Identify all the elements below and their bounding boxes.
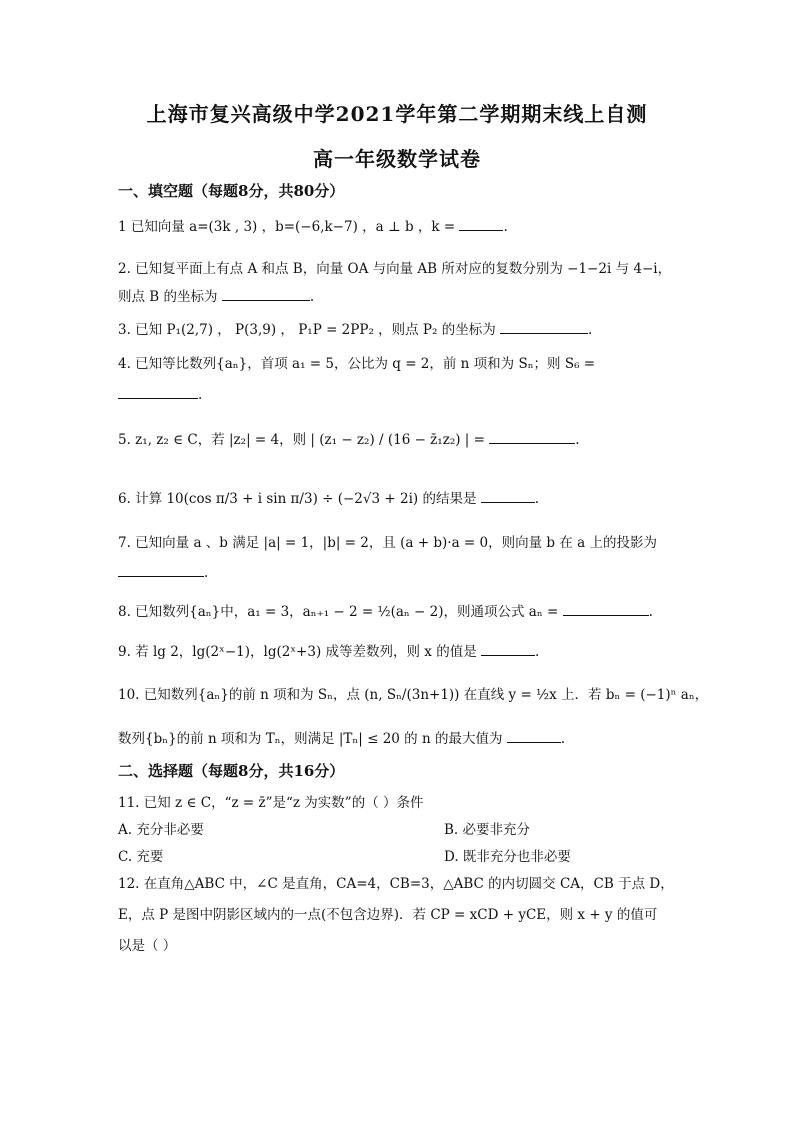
question-2-text-b: 则点 B 的坐标为 [118,289,218,305]
answer-blank [489,429,575,444]
question-7-cont: . [118,562,208,581]
question-11-text: 11. 已知 z ∈ C，“z = z̄”是“z 为实数”的（ ）条件 [118,795,424,811]
question-1: 1 已知向量 a=(3k , 3) ，b=(−6,k−7) ，a ⊥ b ，k = . [118,215,508,235]
option-a: A. 充分非必要 [118,822,204,838]
question-1-text: 1 已知向量 a=(3k , 3) ，b=(−6,k−7) ，a ⊥ b ，k = [118,219,456,235]
question-3-text: 3. 已知 P₁(2,7) ， P(3,9) ， P₁P = 2PP₂ ，则点 P₂ 的坐标为 [118,322,496,338]
question-11 [118,791,424,811]
question-8-text: 8. 已知数列{aₙ}中，a₁ = 3，aₙ₊₁ − 2 = ½(aₙ − 2)，则通项公式 aₙ = [118,604,559,620]
question-8: 8. 已知数列{aₙ}中，a₁ = 3，aₙ₊₁ − 2 = ½(aₙ − 2)，则通项公式 aₙ = . [118,600,653,620]
answer-blank [507,728,561,743]
answer-blank [563,601,649,616]
question-2-cont: 则点 B 的坐标为 . [118,285,314,305]
question-10-cont: 数列{bₙ}的前 n 项和为 Tₙ，则满足 |Tₙ| ≤ 20 的 n 的最大值为 . [118,727,565,747]
question-10 [118,683,708,703]
question-4-cont: . [118,384,202,403]
question-4 [118,352,595,372]
question-7-text: 7. 已知向量 a 、b 满足 |a| = 1，|b| = 2，且 (a + b)·a = 0，则向量 b 在 a 上的投影为 [118,535,657,551]
question-12-text-a: 12. 在直角△ABC 中，∠C 是直角，CA=4，CB=3，△ABC 的内切圆交 CA，CB 于点 D， [118,876,674,892]
question-6: 6. 计算 10(cos π/3 + i sin π/3) ÷ (−2√3 + 2i) 的结果是 . [118,487,539,507]
answer-blank [500,319,588,334]
option-b: B. 必要非充分 [444,822,531,838]
option-d: D. 既非充分也非必要 [444,849,571,865]
question-3: 3. 已知 P₁(2,7) ， P(3,9) ， P₁P = 2PP₂ ，则点 P₂ 的坐标为 . [118,318,592,338]
question-7 [118,531,657,551]
question-9-text: 9. 若 lg 2，lg(2ˣ−1)，lg(2ˣ+3) 成等差数列，则 x 的值是 [118,644,477,660]
question-10-text-b: 数列{bₙ}的前 n 项和为 Tₙ，则满足 |Tₙ| ≤ 20 的 n 的最大值为 [118,731,503,747]
question-10-text-a: 10. 已知数列{aₙ}的前 n 项和为 Sₙ，点 (n, Sₙ/(3n+1)) 在直线 y = ½x 上．若 bₙ = (−1)ⁿ aₙ， [118,687,709,703]
exam-title: 上海市复兴高级中学2021学年第二学期期末线上自测 [146,102,648,126]
question-5-text: 5. z₁, z₂ ∈ C，若 |z₂| = 4，则 | (z₁ − z₂) / (16 − z̄₁z₂) | = [118,432,485,448]
answer-blank [481,488,535,503]
question-4-text: 4. 已知等比数列{aₙ}，首项 a₁ = 5，公比为 q = 2，前 n 项和为 Sₙ；则 S₆ = [118,356,596,372]
question-12-text-b: E，点 P 是图中阴影区域内的一点(不包含边界)．若 CP = xCD + yCE，则 x + y 的值可 [118,907,658,923]
section-choice: 二、选择题（每题8分，共16分） [118,762,345,780]
question-12-cont [118,903,657,923]
question-12-cont-2 [118,934,176,954]
question-6-text: 6. 计算 10(cos π/3 + i sin π/3) ÷ (−2√3 + 2i) 的结果是 [118,491,477,507]
question-12-text-c: 以是（ ） [118,938,177,954]
exam-subtitle: 高一年级数学试卷 [313,147,481,171]
question-9: 9. 若 lg 2，lg(2ˣ−1)，lg(2ˣ+3) 成等差数列，则 x 的值是 . [118,640,539,660]
question-5: 5. z₁, z₂ ∈ C，若 |z₂| = 4，则 | (z₁ − z₂) / (16 − z̄₁z₂) | = . [118,428,580,448]
answer-blank [118,384,198,399]
question-2 [118,257,671,277]
answer-blank [481,641,535,656]
answer-blank [222,286,310,301]
question-2-text-a: 2. 已知复平面上有点 A 和点 B，向量 OA 与向量 AB 所对应的复数分别为 −1−2i 与 4−i， [118,261,672,277]
answer-blank [459,216,503,231]
answer-blank [118,562,204,577]
option-c: C. 充要 [118,849,164,865]
question-12 [118,872,674,892]
section-fill-in: 一、填空题（每题8分，共80分） [118,182,345,200]
